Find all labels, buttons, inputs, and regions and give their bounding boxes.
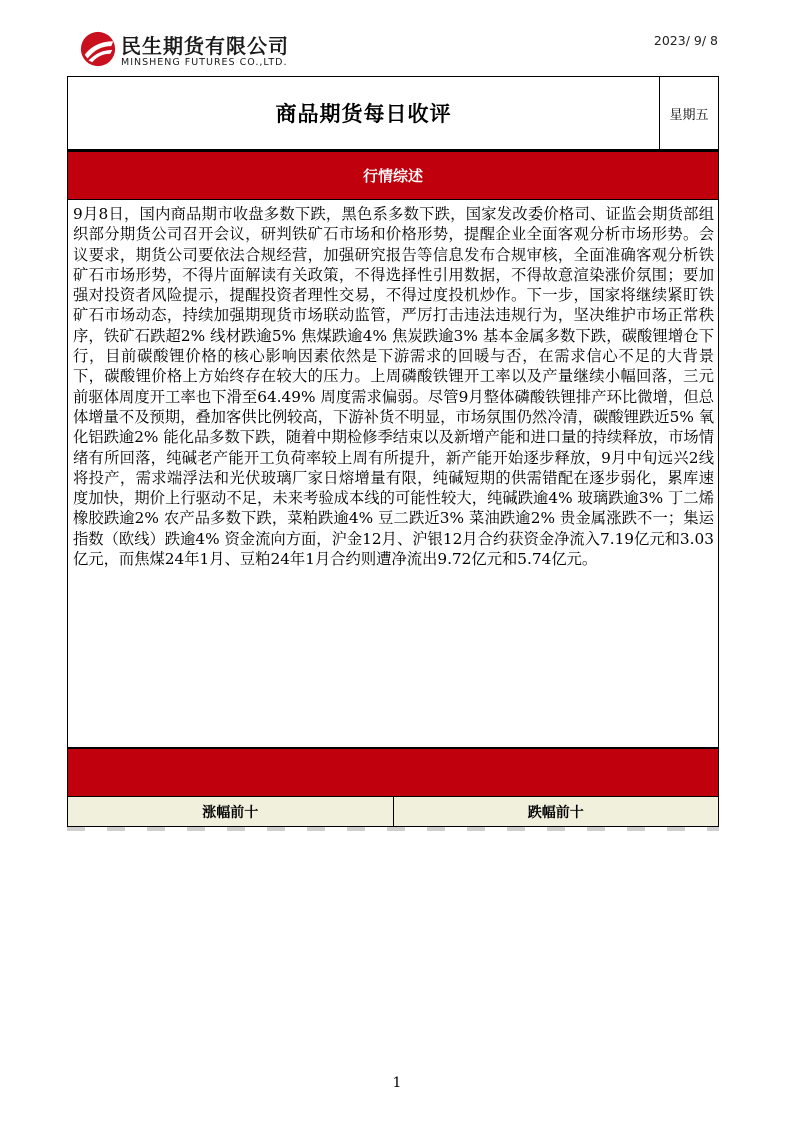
report-title: 商品期货每日收评 (68, 77, 660, 149)
report-frame (67, 76, 719, 831)
weekday-label: 星期五 (669, 107, 709, 123)
ranking-header-row (67, 797, 719, 827)
company-logo (79, 28, 319, 74)
top-losers-header: 跌幅前十 (393, 797, 719, 826)
minsheng-logo-icon (79, 30, 117, 68)
company-name-en: MINSHENG FUTURES CO.,LTD. (121, 57, 288, 68)
top-gainers-header: 涨幅前十 (202, 804, 259, 821)
report-date: 2023/ 9/ 8 (653, 33, 718, 48)
section-header (67, 150, 719, 200)
page-number: 1 (392, 1075, 402, 1091)
section-divider-bar (67, 747, 719, 797)
market-summary: 9月8日，国内商品期市收盘多数下跌，黑色系多数下跌，国家发改委价格司、证监会期货部组织部分期货公司召开会议，研判铁矿石市场和价格形势，提醒企业全面客观分析市场形势。会议要求，期货公司要依法合规经营，加强研究报告等信息发布合规审核，全面准确客观分析铁矿石市场形势，不得片面解读有关政策，不得选择性引用数据，不得故意渲染涨价氛围；要加强对投资者风险提示，提醒投资者理性交易，不得过度投机炒作。下一步，国家将继续紧盯铁矿石市场动态，持续加强期现货市场联动监管，严厉打击违法违规行为，坚决维护市场正常秩序，铁矿石跌超2% 线材跌逾5% 焦煤跌逾4% 焦炭跌逾3% 基本金属多数下跌，碳酸锂增仓下行，目前碳酸锂价格的核心影响因素依然是下游需求的回暖与否，在需求信心不足的大背景下，碳酸锂价格上方始终存在较大的压力。上周磷酸铁锂开工率以及产量继续小幅回落，三元前驱体周度开工率也下滑至64.49% 周度需求偏弱。尽管9月整体磷酸铁锂排产环比微增，但总体增量不及预期，叠加客供比例较高，下游补货不明显，市场氛围仍然冷清，碳酸锂跌近5% 氧化铝跌逾2% 能化品多数下跌，随着中期检修季结束以及新增产能和进口量的持续释放，市场情绪有所回落，纯碱老产能开工负荷率较上周有所提升，新产能开始逐步释放，9月中旬远兴2线将投产，需求端浮法和光伏玻璃厂家日熔增量有限，纯碱短期的供需错配在逐步弱化，累库速度加快，期价上行驱动不足，未来考验成本线的可能性较大，纯碱跌逾4% 玻璃跌逾3% 丁二烯橡胶跌逾2% 农产品多数下跌，菜粕跌逾4% 豆二跌近3% 菜油跌逾2% 贵金属涨跌不一；集运指数（欧线）跌逾4% 资金流向方面，沪金12月、沪银12月合约获资金净流入7.19亿元和3.03亿元，而焦煤24年1月、豆粕24年1月合约则遭净流出9.72亿元和5.74亿元。 (67, 200, 719, 747)
title-row (67, 76, 719, 150)
company-name-cn: 民生期货有限公司 (121, 34, 289, 58)
truncated-table-row (67, 827, 719, 831)
section-title: 行情综述 (362, 167, 423, 185)
